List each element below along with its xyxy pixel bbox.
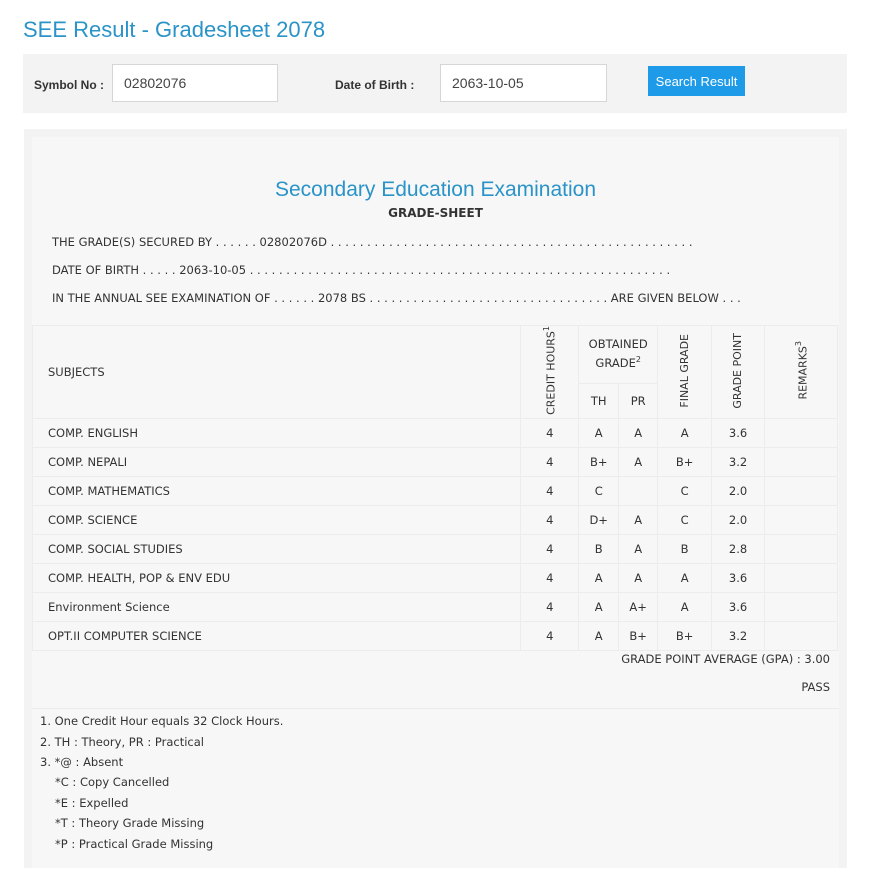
footnote-practical-missing: *P : Practical Grade Missing: [55, 837, 214, 851]
credit-hours-header: CREDIT HOURS$^1$: [521, 326, 579, 419]
gradesheet-panel: [24, 129, 847, 868]
table-row: COMP. ENGLISH 4 A A A 3.6: [33, 418, 838, 447]
footnote-th-pr: 2. TH : Theory, PR : Practical: [40, 735, 204, 749]
secured-by-suffix: . . . . . . . . . . . . . . . . . . . . . . . . . . . . . . . . . . . . . . . . . . . . . . . . . .: [330, 235, 693, 249]
gradesheet-title: GRADE-SHEET: [388, 206, 483, 220]
dob-line: [52, 263, 812, 277]
footnote-copy-cancelled: *C : Copy Cancelled: [55, 775, 170, 789]
table-row: OPT.II COMPUTER SCIENCE 4 A B+ B+ 3.2: [33, 621, 838, 650]
search-result-button[interactable]: Search Result: [648, 66, 745, 96]
exam-prefix: IN THE ANNUAL SEE EXAMINATION OF . . . . . .: [52, 291, 315, 305]
footnotes: [32, 708, 839, 869]
exam-suffix: . . . . . . . . . . . . . . . . . . . . . . . . . . . . . . . . . ARE GIVEN BELOW . . .: [369, 291, 741, 305]
dob-label: Date of Birth :: [335, 78, 415, 92]
page-title: SEE Result - Gradesheet 2078: [23, 17, 326, 42]
secured-by-prefix: THE GRADE(S) SECURED BY . . . . . .: [52, 235, 256, 249]
symbol-no-input[interactable]: [112, 64, 278, 102]
gpa-summary: GRADE POINT AVERAGE (GPA) : 3.00: [621, 652, 830, 666]
exam-line: [52, 291, 812, 305]
symbol-no-label: Symbol No :: [34, 78, 105, 92]
dob-suffix: . . . . . . . . . . . . . . . . . . . . . . . . . . . . . . . . . . . . . . . . . . . . . . . . . . . . . . . . . .: [249, 263, 671, 277]
grades-table: [32, 325, 838, 651]
exam-title: Secondary Education Examination: [274, 178, 597, 201]
table-row: COMP. MATHEMATICS 4 C C 2.0: [33, 476, 838, 505]
footnote-theory-missing: *T : Theory Grade Missing: [55, 816, 205, 830]
table-row: COMP. SCIENCE 4 D+ A C 2.0: [33, 505, 838, 534]
subjects-header: SUBJECTS: [33, 326, 521, 419]
table-row: COMP. SOCIAL STUDIES 4 B A B 2.8: [33, 534, 838, 563]
symbol-value: 02802076D: [259, 235, 327, 249]
pr-header: PR: [619, 383, 658, 418]
gradesheet: [32, 137, 839, 868]
exam-year-value: 2078 BS: [317, 291, 366, 305]
remarks-header: REMARKS$^3$: [765, 326, 838, 419]
table-row: COMP. NEPALI 4 B+ A B+ 3.2: [33, 447, 838, 476]
result-status: PASS: [801, 680, 830, 694]
final-grade-header: FINAL GRADE: [658, 326, 712, 419]
secured-by-line: [52, 235, 812, 249]
obtained-grade-header: OBTAINED GRADE$^2$: [579, 326, 658, 384]
footnote-expelled: *E : Expelled: [55, 796, 129, 810]
dob-prefix: DATE OF BIRTH . . . . .: [52, 263, 176, 277]
grade-point-header: GRADE POINT: [712, 326, 765, 419]
table-row: Environment Science 4 A A+ A 3.6: [33, 592, 838, 621]
th-header: TH: [579, 383, 619, 418]
footnote-absent: 3. *@ : Absent: [40, 755, 124, 769]
dob-input[interactable]: [440, 64, 607, 102]
dob-value: 2063-10-05: [179, 263, 247, 277]
footnote-credit-hour: 1. One Credit Hour equals 32 Clock Hours.: [40, 714, 284, 728]
table-row: COMP. HEALTH, POP & ENV EDU 4 A A A 3.6: [33, 563, 838, 592]
search-form: [23, 54, 847, 113]
